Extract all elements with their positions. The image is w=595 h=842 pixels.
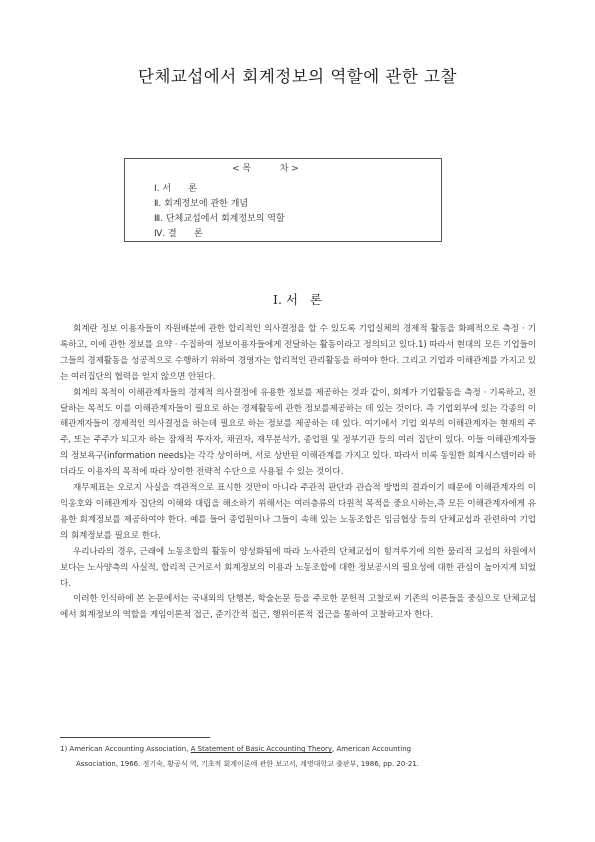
footnote-divider — [60, 737, 210, 738]
toc-item-conclusion: Ⅳ. 결 론 — [154, 229, 203, 239]
section-heading-introduction: Ⅰ. 서 론 — [273, 292, 322, 307]
footnote-title: A Statement of Basic Accounting Theory — [190, 745, 333, 753]
toc-list — [154, 182, 285, 242]
paper-title: 단체교섭에서 회계정보의 역할에 관한 고찰 — [138, 67, 457, 86]
paragraph: 회계란 정보 이용자들이 자원배분에 관한 합리적인 의사결정을 할 수 있도록 기업실체의 경제적 활동을 화폐적으로 측정 · 기록하고, 이에 관한 정보를 요약 · 수집하여 정보이용자들에게 전달하는 활동이라고 정의되고 있다.1) 따라서 현대의 모든 기업들이 그들의 경제활동을 성공적으로 수행하기 위하여 경영자는 합리적인 관리활동을 하여야 한다. 그리고 기업과 이해관계를 가지고 있는 여러집단의 협력을 얻지 않으면 안된다. — [60, 324, 536, 382]
footnote-line-1 — [60, 742, 540, 757]
footnote-line-2: Association, 1966. 정기숙, 황공식 역, 기초적 회계이론에 관한 보고서, 계명대학교 출판부, 1986, pp. 20-21. — [76, 760, 420, 768]
paragraph: 회계의 목적이 이해관계자들의 경제적 의사결정에 유용한 정보를 제공하는 것과 같이, 회계가 기업활동을 측정 · 기록하고, 전달하는 목적도 이를 이해관계자들이 필요로 하는 경제활동에 관한 정보를제공하는 데 있는 것이다. 즉 기업외부에 있는 각종의 이해관계자들이 경제적인 의사결정을 하는데 필요로 하는 정보를 제공하는 데 있다. 여기에서 기업 외부의 이해관계자는 현재의 주주, 또는 주주가 되고자 하는 잠재적 투자자, 채권자, 재무분석가, 종업원 및 정부기관 등의 여러 집단이 있다. 이들 이해관계자들의 정보욕구(information needs)는 각각 상이하며, 서로 상반된 이해관계를 가지고 있다. 따라서 비록 동일한 회계시스템이라 하더라도 이용자의 목적에 따라 상이한 전략적 수단으로 사용될 수 있는 것이다. — [60, 387, 536, 478]
body-text — [60, 322, 536, 624]
footnote-prefix: American Accounting Association, — [69, 745, 189, 753]
toc-item-role-in-bargaining: Ⅲ. 단체교섭에서 회계정보의 역할 — [154, 214, 285, 224]
toc-header: < 목 차 > — [232, 164, 299, 174]
toc-item-introduction: Ⅰ. 서 론 — [154, 184, 197, 194]
footnote-suffix: , American Accounting — [332, 745, 412, 753]
footnote-marker: 1) — [60, 745, 68, 753]
paragraph: 이러한 인식하에 본 논문에서는 국내외의 단행본, 학술논문 등을 주로한 문헌적 고찰로써 기존의 이론들을 중심으로 단체교섭에서 회계정보의 역할을 게임이론적 접근, 준기간적 접근, 행위이론적 접근을 통하여 고찰하고자 한다. — [60, 594, 536, 621]
toc-item-accounting-concept: Ⅱ. 회계정보에 관한 개념 — [154, 199, 249, 209]
paragraph: 우리나라의 경우, 근래에 노동조합의 활동이 양성화됨에 따라 노사관의 단체교섭이 힘겨루기에 의한 물리적 교섭의 차원에서 보다는 노사양측의 사실적, 합리적 근거로서 회계정보의 이용과 노동조합에 대한 정보공시의 필요성에 대한 관심이 높아지게 되었다. — [60, 546, 536, 589]
footnote — [60, 742, 540, 772]
paragraph: 재무제표는 오로지 사실을 객관적으로 표시한 것만이 아니라 주관적 판단과 관습적 방법의 결과이기 때문에 이해관계자의 이익옹호와 이해관계자 집단의 이해와 대립을 해소하기 위해서는 여러층류의 다원적 목적을 중요시하는,즉 모든 이해관계자에게 유용한 회계정보를 제공하여야 한다. 예를 들어 종업원이나 그들이 속해 있는 노동조합은 임금협상 등의 단체교섭과 관련하여 기업의 회계정보를 필요로 한다. — [60, 483, 536, 541]
